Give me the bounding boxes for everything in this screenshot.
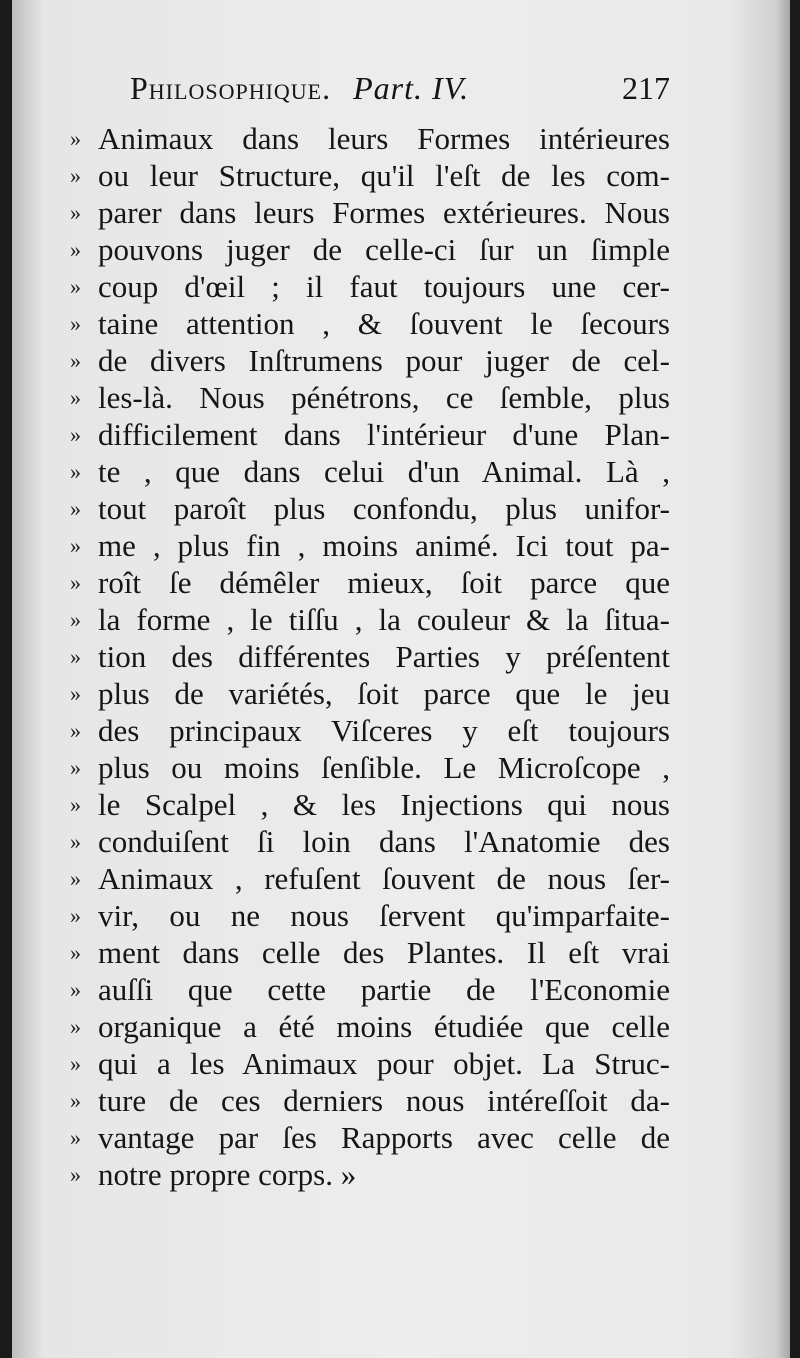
book-page [12,0,790,1358]
text-line [70,157,670,194]
text-line [70,1045,670,1082]
line-text: qui a les Animaux pour objet. La Struc- [98,1046,670,1081]
line-text: les-là. Nous pénétrons, ce ſemble, plus [98,380,670,415]
text-line [70,675,670,712]
quotation-mark: » [70,422,81,447]
body-text [70,120,670,1193]
line-text: des principaux Viſceres y eſt toujours [98,713,670,748]
line-text: vir, ou ne nous ſervent qu'imparfaite- [98,898,670,933]
text-line [70,860,670,897]
page-edge-shadow [776,0,790,1358]
line-text: auſſi que cette partie de l'Economie [98,972,670,1007]
quotation-mark: » [70,200,81,225]
quotation-mark: » [70,237,81,262]
quotation-mark: » [70,829,81,854]
page-number: 217 [622,70,670,106]
text-line [70,712,670,749]
line-text: tion des différentes Parties y préſentent [98,639,670,674]
text-line [70,416,670,453]
text-line [70,342,670,379]
quotation-mark: » [70,792,81,817]
text-line [70,453,670,490]
quotation-mark: » [70,607,81,632]
quotation-mark: » [70,348,81,373]
line-text: de divers Inſtrumens pour juger de cel- [98,343,670,378]
quotation-mark: » [70,163,81,188]
text-line [70,194,670,231]
line-text: vantage par ſes Rapports avec celle de [98,1120,670,1155]
quotation-mark: » [70,1088,81,1113]
line-text: coup d'œil ; il faut toujours une cer- [98,269,670,304]
quotation-mark: » [70,977,81,1002]
quotation-mark: » [70,644,81,669]
quotation-mark: » [70,903,81,928]
line-text: difficilement dans l'intérieur d'une Plan- [98,417,670,452]
text-line [70,971,670,1008]
text-line [70,564,670,601]
quotation-mark: » [70,1014,81,1039]
text-line [70,638,670,675]
text-line [70,379,670,416]
text-line [70,786,670,823]
quotation-mark: » [70,496,81,521]
text-line [70,1156,670,1193]
line-text: ment dans celle des Plantes. Il eſt vrai [98,935,670,970]
text-line [70,897,670,934]
text-line [70,749,670,786]
text-line [70,1082,670,1119]
quotation-mark: » [70,1162,81,1187]
line-text: le Scalpel , & les Injections qui nous [98,787,670,822]
text-line [70,490,670,527]
quotation-mark: » [70,866,81,891]
quotation-mark: » [70,681,81,706]
line-text: conduiſent ſi loin dans l'Anatomie des [98,824,670,859]
line-text: roît ſe démêler mieux, ſoit parce que [98,565,670,600]
quotation-mark: » [70,274,81,299]
line-text: parer dans leurs Formes extérieures. Nous [98,195,670,230]
line-text: organique a été moins étudiée que celle [98,1009,670,1044]
text-line [70,1008,670,1045]
text-line [70,934,670,971]
text-line [70,527,670,564]
text-line [70,1119,670,1156]
quotation-mark: » [70,311,81,336]
text-line [70,268,670,305]
line-text: la forme , le tiſſu , la couleur & la ſitua- [98,602,670,637]
quotation-mark: » [70,1125,81,1150]
line-text: plus de variétés, ſoit parce que le jeu [98,676,670,711]
line-text: taine attention , & ſouvent le ſecours [98,306,670,341]
running-header [130,70,670,114]
text-line [70,305,670,342]
quotation-mark: » [70,126,81,151]
quotation-mark: » [70,459,81,484]
line-text: te , que dans celui d'un Animal. Là , [98,454,670,489]
quotation-mark: » [70,718,81,743]
part-label: Part. IV. [353,70,470,106]
running-title: Philosophique. [130,70,332,106]
quotation-mark: » [70,755,81,780]
quotation-mark: » [70,385,81,410]
line-text: notre propre corps. » [98,1157,357,1192]
line-text: plus ou moins ſenſible. Le Microſcope , [98,750,670,785]
line-text: me , plus fin , moins animé. Ici tout pa- [98,528,670,563]
quotation-mark: » [70,570,81,595]
line-text: tout paroît plus confondu, plus unifor- [98,491,670,526]
quotation-mark: » [70,940,81,965]
quotation-mark: » [70,1051,81,1076]
quotation-mark: » [70,533,81,558]
text-line [70,231,670,268]
line-text: Animaux dans leurs Formes intérieures [98,121,670,156]
line-text: ou leur Structure, qu'il l'eſt de les com- [98,158,670,193]
line-text: ture de ces derniers nous intéreſſoit da- [98,1083,670,1118]
line-text: pouvons juger de celle-ci ſur un ſimple [98,232,670,267]
text-line [70,601,670,638]
text-line [70,120,670,157]
text-line [70,823,670,860]
line-text: Animaux , refuſent ſouvent de nous ſer- [98,861,670,896]
